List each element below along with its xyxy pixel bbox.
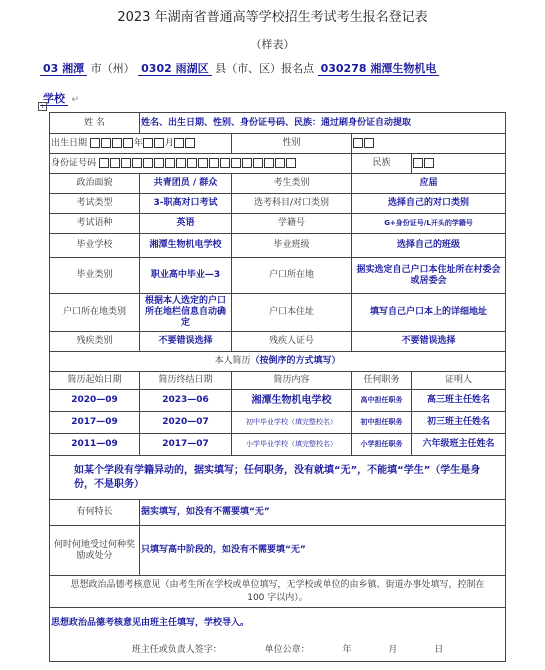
specialty-label: 有何特长 (50, 500, 140, 526)
class-label: 毕业班级 (232, 234, 352, 258)
ethnic-label: 民族 (352, 154, 412, 174)
category-value[interactable]: 应届 (352, 174, 506, 194)
ethnic-cell[interactable] (412, 154, 506, 174)
return-mark-icon: ↵ (71, 95, 80, 105)
specialty-value[interactable]: 据实填写，如没有不需要填“无” (140, 500, 506, 526)
disability-value[interactable]: 不要错误选择 (140, 332, 232, 352)
county-value: 0302 雨湖区 (138, 62, 211, 76)
registration-point-value: 030278 湘潭生物机电 (318, 62, 440, 76)
resume-col-content: 简历内容 (232, 372, 352, 390)
digit-box (185, 138, 195, 148)
grad-type-label: 毕业类别 (50, 258, 140, 294)
digit-box (143, 138, 153, 148)
student-id-label: 学籍号 (232, 214, 352, 234)
digit-box (364, 138, 374, 148)
resume-content[interactable]: 初中毕业学校（填完整校名） (232, 412, 352, 434)
resume-header (50, 352, 506, 372)
id-number-label: 身份证号码 (51, 158, 97, 169)
hukou-address-label: 户口本住址 (232, 294, 352, 332)
resume-role[interactable]: 初中担任职务 (352, 412, 412, 434)
hukou-type-value[interactable]: 根据本人选定的户口所在地栏信息自动确定 (140, 294, 232, 332)
subject-value[interactable]: 选择自己的对口类别 (352, 194, 506, 214)
hukou-address-value[interactable]: 填写自己户口本上的详细地址 (352, 294, 506, 332)
resume-header-note: （按倒序的方式填写） (250, 356, 341, 366)
political-label: 政治面貌 (50, 174, 140, 194)
student-id-value[interactable]: G+身份证号/L开头的学籍号 (352, 214, 506, 234)
resume-start[interactable]: 2011—09 (50, 434, 140, 456)
digit-box (112, 138, 122, 148)
resume-end[interactable]: 2023—06 (140, 390, 232, 412)
language-label: 考试语种 (50, 214, 140, 234)
table-row (50, 412, 506, 434)
opinion-label: 思想政治品德考核意见（由考生所在学校或单位填写，无学校或单位的由乡镇、街道办事处填写，控制在 100 字以内）。 (50, 576, 506, 608)
name-value[interactable]: 姓名、出生日期、性别、身份证号码、民族：通过刷身份证自动提取 (140, 113, 506, 134)
digit-box (123, 138, 133, 148)
school-value[interactable]: 湘潭生物机电学校 (140, 234, 232, 258)
city-value: 03 湘潭 (40, 62, 87, 76)
resume-witness[interactable]: 高三班主任姓名 (412, 390, 506, 412)
page-subtitle: （样表） (250, 38, 295, 51)
class-value[interactable]: 选择自己的班级 (352, 234, 506, 258)
resume-witness[interactable]: 六年级班主任姓名 (412, 434, 506, 456)
sign-month: 月 (388, 644, 398, 655)
language-value[interactable]: 英语 (140, 214, 232, 234)
resume-col-role: 任何职务 (352, 372, 412, 390)
gender-label: 性别 (232, 134, 352, 154)
digit-box (90, 138, 100, 148)
birth-year-label: 年 (133, 138, 143, 149)
digit-box (353, 138, 363, 148)
resume-col-end: 简历终结日期 (140, 372, 232, 390)
resume-content[interactable]: 小学毕业学校（填完整校名） (232, 434, 352, 456)
table-row (50, 434, 506, 456)
table-row (50, 390, 506, 412)
resume-role[interactable]: 小学担任职务 (352, 434, 412, 456)
exam-type-value[interactable]: 3-职高对口考试 (140, 194, 232, 214)
resume-witness[interactable]: 初三班主任姓名 (412, 412, 506, 434)
sign-label: 班主任或负责人签字： (131, 644, 222, 655)
page-title: 2023 年湖南省普通高等学校招生考试考生报名登记表 (117, 10, 428, 25)
sign-year: 年 (342, 644, 352, 655)
exam-type-label: 考试类型 (50, 194, 140, 214)
resume-start[interactable]: 2020—09 (50, 390, 140, 412)
registration-line (40, 60, 530, 76)
name-label: 姓 名 (50, 113, 140, 134)
award-value[interactable]: 只填写高中阶段的，如没有不需要填“无” (140, 526, 506, 576)
gender-cell[interactable] (352, 134, 506, 154)
resume-content[interactable]: 湘潭生物机电学校 (232, 390, 352, 412)
sign-day: 日 (434, 644, 444, 655)
political-value[interactable]: 共青团员 / 群众 (140, 174, 232, 194)
subject-label: 选考科目/对口类别 (232, 194, 352, 214)
disabled-cert-value[interactable]: 不要错误选择 (352, 332, 506, 352)
id-number-cell[interactable] (50, 154, 352, 174)
resume-note: 如某个学段有学籍异动的，据实填写；任何职务，没有就填“无”，不能填“学生”（学生是身份，不是职务） (50, 456, 506, 500)
resume-start[interactable]: 2017—09 (50, 412, 140, 434)
registration-form-table (49, 112, 506, 662)
birth-date-label: 出生日期 (51, 138, 88, 149)
signature-row (50, 640, 506, 662)
digit-box (101, 138, 111, 148)
disabled-cert-label: 残疾人证号 (232, 332, 352, 352)
resume-end[interactable]: 2020—07 (140, 412, 232, 434)
grad-type-value[interactable]: 职业高中毕业—3 (140, 258, 232, 294)
award-label: 何时何地受过何种奖励或处分 (50, 526, 140, 576)
registration-point-cont: 学校 (40, 92, 68, 106)
category-label: 考生类别 (232, 174, 352, 194)
resume-role[interactable]: 高中担任职务 (352, 390, 412, 412)
disability-label: 残疾类别 (50, 332, 140, 352)
birth-month-label: 月 (164, 138, 174, 149)
seal-label: 单位公章： (264, 644, 310, 655)
table-move-handle-icon[interactable]: + (39, 103, 46, 110)
resume-col-witness: 证明人 (412, 372, 506, 390)
hukou-type-label: 户口所在地类别 (50, 294, 140, 332)
hukou-value[interactable]: 据实选定自己户口本住址所在村委会或居委会 (352, 258, 506, 294)
resume-header-label: 本人简历 (214, 356, 251, 366)
resume-end[interactable]: 2017—07 (140, 434, 232, 456)
county-suffix: 县（市、区）报名点 (215, 62, 315, 75)
digit-box (174, 138, 184, 148)
hukou-label: 户口所在地 (232, 258, 352, 294)
birth-date-cell[interactable] (50, 134, 232, 154)
digit-box (154, 138, 164, 148)
city-suffix: 市（州） (90, 62, 135, 75)
opinion-value[interactable]: 思想政治品德考核意见由班主任填写，学校导入。 (50, 608, 506, 640)
school-label: 毕业学校 (50, 234, 140, 258)
resume-col-start: 简历起始日期 (50, 372, 140, 390)
